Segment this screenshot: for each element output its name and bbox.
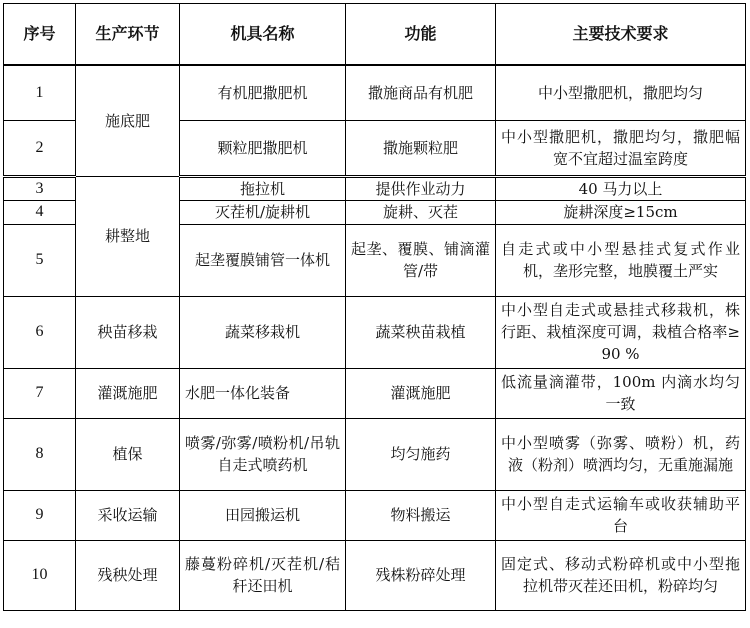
cell-stage: 耕整地 [76,176,180,296]
cell-machine: 田园搬运机 [180,490,346,540]
cell-function: 起垄、覆膜、铺滴灌管/带 [346,224,496,296]
header-row [4,4,746,66]
cell-no: 1 [4,65,76,120]
cell-requirements: 中小型撒肥机，撒肥均匀 [496,65,746,120]
header-no: 序号 [4,4,76,66]
cell-requirements: 固定式、移动式粉碎机或中小型拖拉机带灭茬还田机，粉碎均匀 [496,540,746,610]
table-row [4,368,746,418]
table-row [4,176,746,200]
cell-stage: 灌溉施肥 [76,368,180,418]
cell-stage: 植保 [76,418,180,490]
cell-no: 6 [4,296,76,368]
cell-machine: 灭茬机/旋耕机 [180,200,346,224]
cell-machine: 藤蔓粉碎机/灭茬机/秸秆还田机 [180,540,346,610]
cell-function: 均匀施药 [346,418,496,490]
cell-function: 提供作业动力 [346,176,496,200]
cell-machine: 喷雾/弥雾/喷粉机/吊轨自走式喷药机 [180,418,346,490]
header-requirements: 主要技术要求 [496,4,746,66]
cell-no: 10 [4,540,76,610]
cell-no: 5 [4,224,76,296]
cell-requirements: 40 马力以上 [496,176,746,200]
cell-requirements: 中小型撒肥机，撒肥均匀，撒肥幅宽不宜超过温室跨度 [496,120,746,176]
cell-requirements: 低流量滴灌带，100m 内滴水均匀一致 [496,368,746,418]
header-function: 功能 [346,4,496,66]
cell-requirements: 旋耕深度≥15cm [496,200,746,224]
cell-stage: 秧苗移栽 [76,296,180,368]
table-row [4,540,746,610]
cell-stage: 施底肥 [76,65,180,176]
cell-function: 撒施颗粒肥 [346,120,496,176]
cell-machine: 拖拉机 [180,176,346,200]
cell-requirements: 自走式或中小型悬挂式复式作业机，垄形完整，地膜覆土严实 [496,224,746,296]
header-stage: 生产环节 [76,4,180,66]
cell-stage: 残秧处理 [76,540,180,610]
table-row [4,490,746,540]
cell-machine: 有机肥撒肥机 [180,65,346,120]
cell-machine: 颗粒肥撒肥机 [180,120,346,176]
cell-machine: 蔬菜移栽机 [180,296,346,368]
cell-requirements: 中小型喷雾（弥雾、喷粉）机，药液（粉剂）喷洒均匀，无重施漏施 [496,418,746,490]
header-machine: 机具名称 [180,4,346,66]
cell-no: 7 [4,368,76,418]
table-row [4,65,746,120]
cell-no: 2 [4,120,76,176]
cell-no: 8 [4,418,76,490]
cell-machine: 水肥一体化装备 [180,368,346,418]
cell-machine: 起垄覆膜铺管一体机 [180,224,346,296]
table-row [4,296,746,368]
table-container [3,3,746,611]
cell-no: 4 [4,200,76,224]
cell-function: 残株粉碎处理 [346,540,496,610]
cell-no: 9 [4,490,76,540]
machinery-table [3,3,746,611]
table-row [4,418,746,490]
cell-function: 旋耕、灭茬 [346,200,496,224]
cell-function: 蔬菜秧苗栽植 [346,296,496,368]
cell-no: 3 [4,176,76,200]
cell-function: 灌溉施肥 [346,368,496,418]
cell-requirements: 中小型自走式或悬挂式移栽机，株行距、栽植深度可调，栽植合格率≥90 % [496,296,746,368]
cell-stage: 采收运输 [76,490,180,540]
cell-requirements: 中小型自走式运输车或收获辅助平台 [496,490,746,540]
cell-function: 撒施商品有机肥 [346,65,496,120]
cell-function: 物料搬运 [346,490,496,540]
